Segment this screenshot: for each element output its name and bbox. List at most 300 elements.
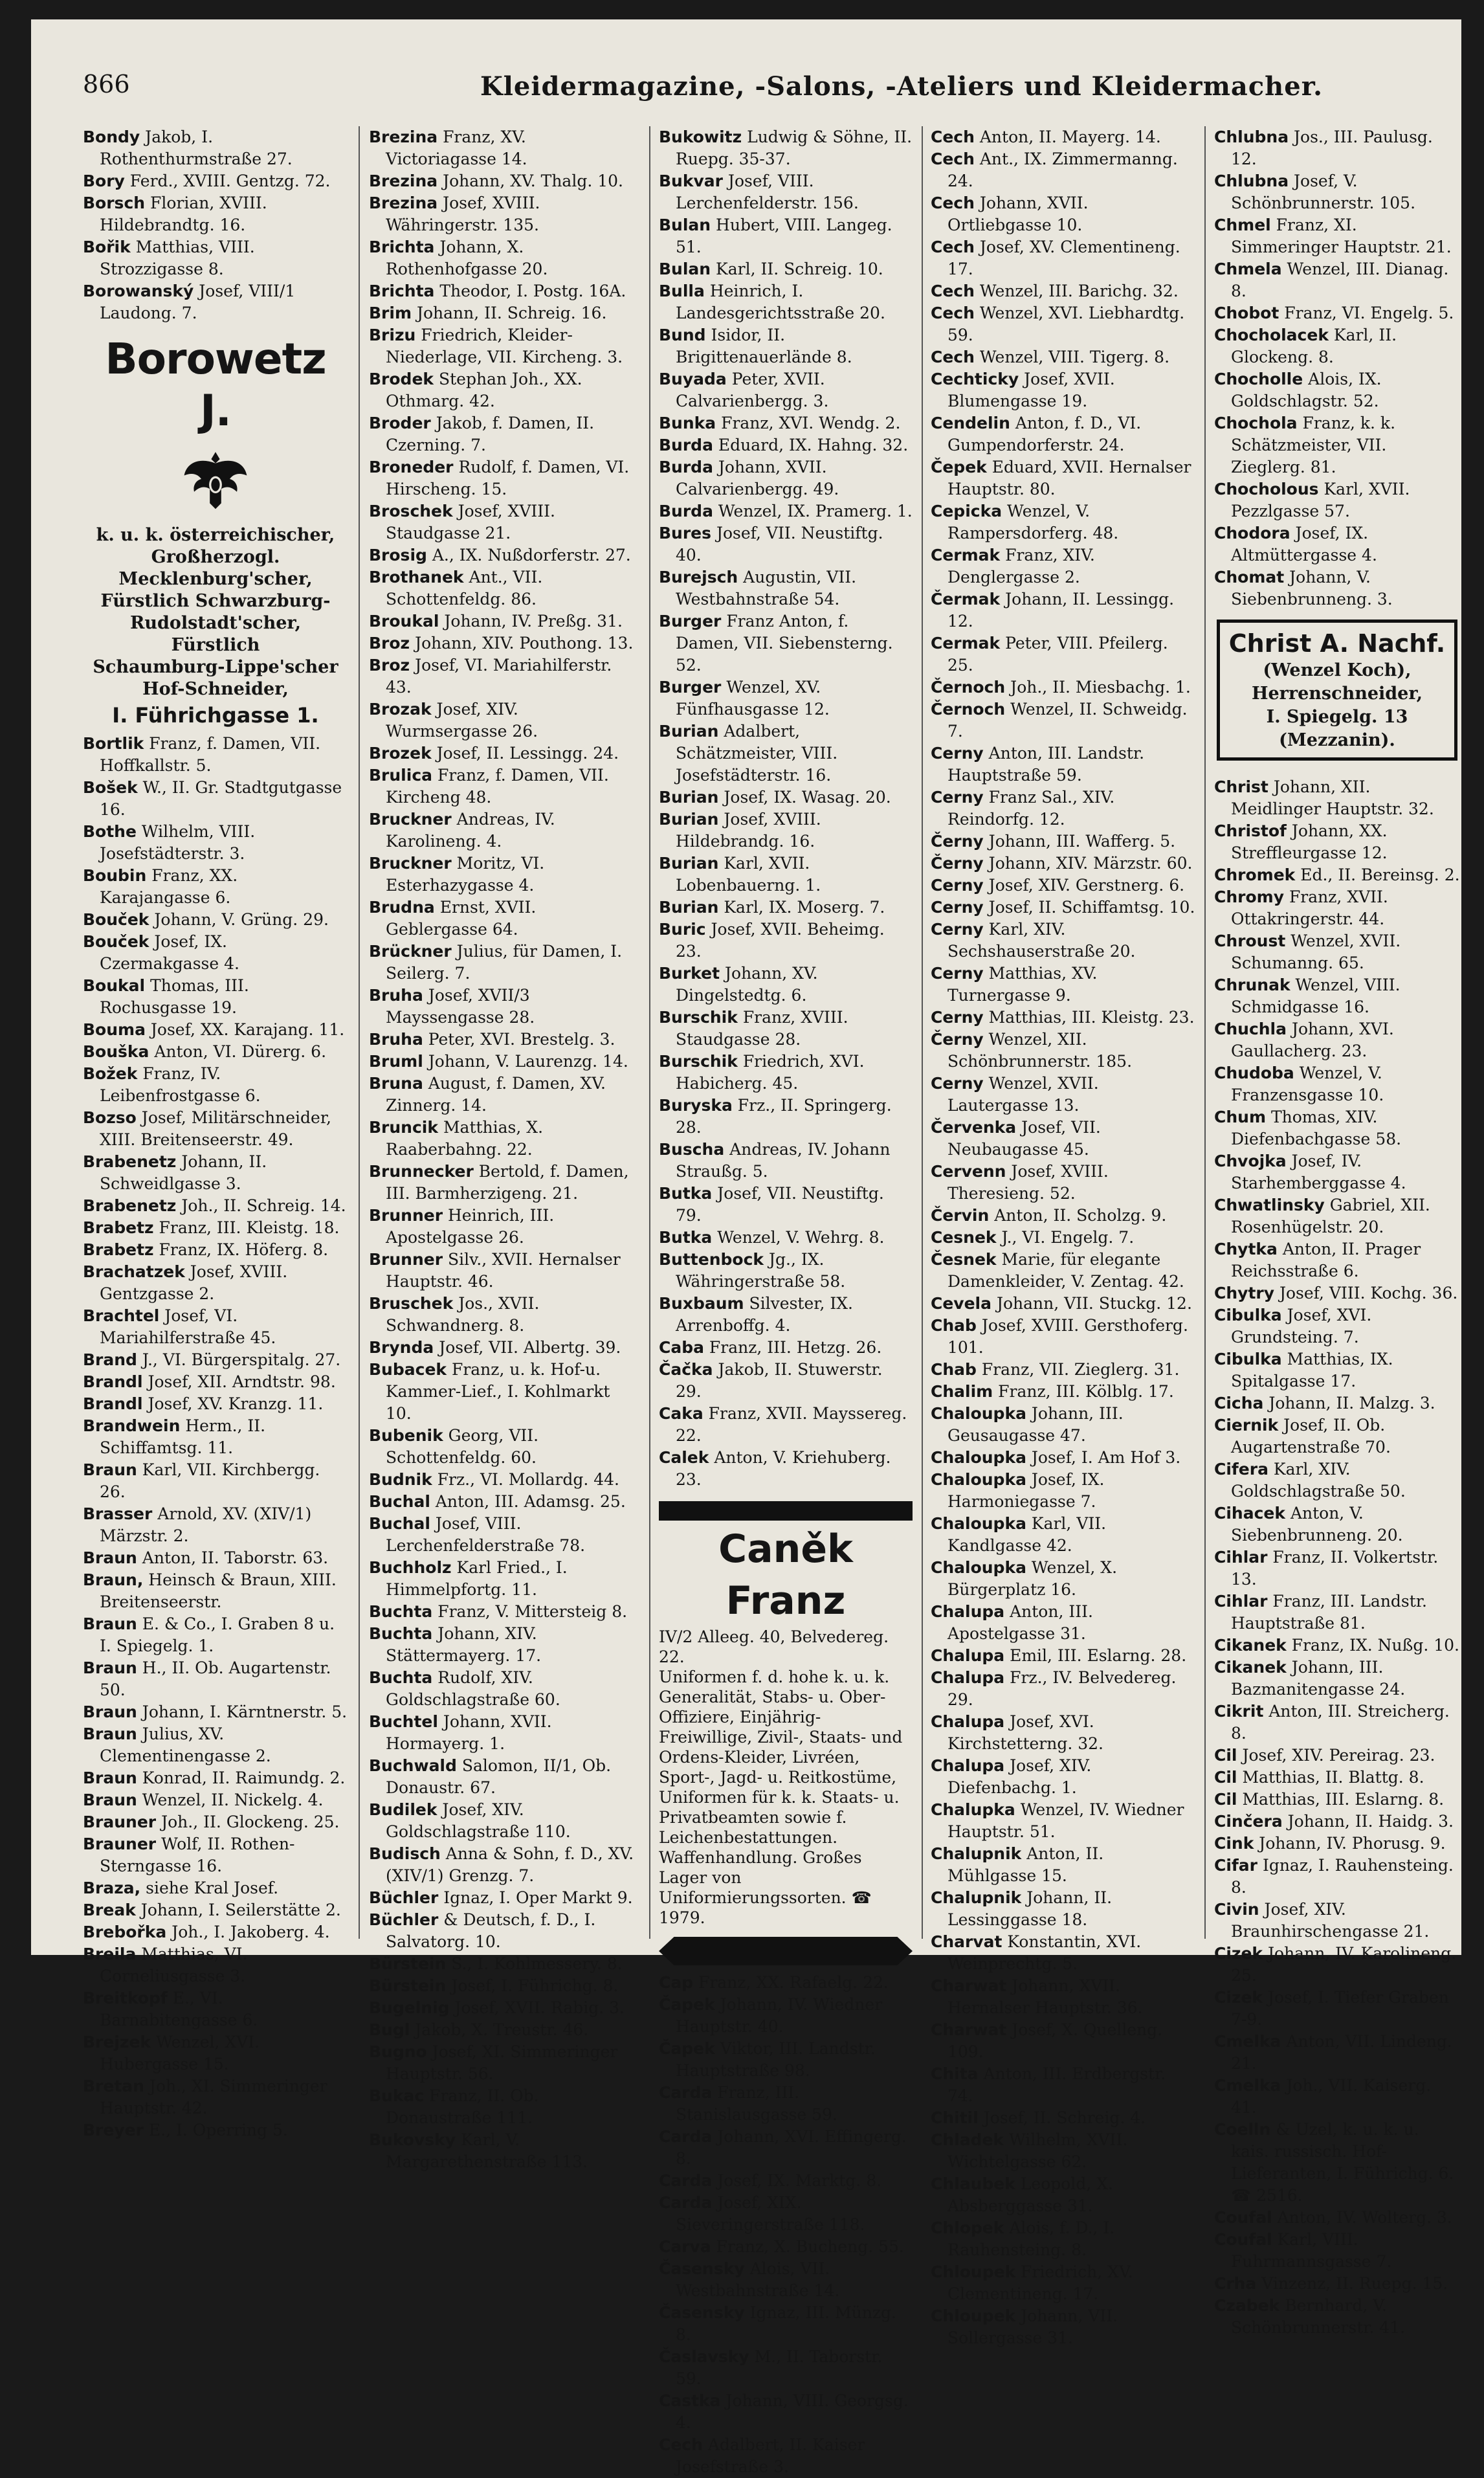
- entry-details: Bertold, f. Damen, III. Barmherzigeng. 21.: [386, 1162, 629, 1203]
- entry-surname: Cikanek: [1214, 1636, 1287, 1655]
- directory-entry: [931, 236, 1196, 280]
- directory-entry: [931, 1381, 1196, 1403]
- entry-surname: Cermak: [931, 634, 1001, 653]
- entry-surname: Červenka: [931, 1118, 1017, 1137]
- directory-entry: [931, 787, 1196, 831]
- entry-details: Ignaz, III. Münzg. 8.: [676, 2303, 896, 2344]
- entry-surname: Brozak: [369, 700, 432, 719]
- directory-entry: [1214, 1591, 1460, 1635]
- entry-surname: Cech: [931, 194, 975, 212]
- entry-surname: Bruncik: [369, 1118, 438, 1137]
- entry-surname: Bruckner: [369, 854, 452, 873]
- directory-entry: [83, 1547, 348, 1569]
- entry-details: Johann, II. Schreig. 16.: [412, 304, 607, 322]
- directory-entry: [369, 1623, 641, 1667]
- entry-surname: Cink: [1214, 1834, 1254, 1853]
- directory-entry: [931, 1711, 1196, 1755]
- entry-list: [83, 733, 348, 2141]
- entry-surname: Braun: [83, 1791, 137, 1809]
- entry-details: Johann, X. Rothenhofgasse 20.: [386, 238, 548, 278]
- entry-details: Johann, XV. Dingelstedtg. 6.: [676, 964, 818, 1005]
- entry-surname: Budnik: [369, 1470, 432, 1489]
- directory-entry: [369, 698, 641, 742]
- entry-surname: Černy: [931, 832, 984, 851]
- directory-entry: [659, 610, 913, 676]
- directory-entry: [1214, 1833, 1460, 1855]
- directory-entry: [369, 1909, 641, 1953]
- entry-details: Ant., VII. Schottenfeldg. 86.: [386, 568, 543, 608]
- ad-banner-bar: [659, 1501, 913, 1521]
- entry-surname: Brezina: [369, 172, 438, 190]
- entry-details: Franz, IX. Nußg. 10.: [1286, 1636, 1460, 1655]
- entry-details: Josef, V. Schönbrunnerstr. 105.: [1231, 172, 1416, 212]
- directory-entry: [369, 985, 641, 1029]
- directory-entry: [83, 733, 348, 777]
- entry-details: S., I. Kohlmessery. 8.: [446, 1954, 623, 1973]
- entry-surname: Černy: [931, 1030, 984, 1049]
- directory-entry: [1214, 2119, 1460, 2207]
- directory-entry: [83, 2119, 348, 2141]
- directory-entry: [1214, 2273, 1460, 2295]
- directory-entry: [1214, 1987, 1460, 2031]
- directory-entry: [369, 1557, 641, 1601]
- entry-details: Josef, XI. Simmeringer Hauptstr. 56.: [386, 2042, 618, 2083]
- directory-entry: [931, 368, 1196, 412]
- directory-entry: [931, 2217, 1196, 2261]
- directory-entry: [659, 1337, 913, 1359]
- entry-details: Wilhelm, VIII. Josefstädterstr. 3.: [100, 822, 256, 863]
- directory-entry: [659, 676, 913, 720]
- directory-entry: [931, 853, 1196, 875]
- entry-details: Josef, XVIII. Gentzgasse 2.: [100, 1262, 288, 1303]
- entry-surname: Cicha: [1214, 1394, 1264, 1412]
- entry-surname: Chochola: [1214, 414, 1298, 432]
- entry-details: Wenzel, II. Nickelg. 4.: [137, 1791, 324, 1809]
- entry-surname: Bouček: [83, 932, 150, 951]
- directory-entry: [659, 566, 913, 610]
- entry-surname: Brachatzek: [83, 1262, 185, 1281]
- directory-entry: [1214, 776, 1460, 820]
- entry-surname: Bukvar: [659, 172, 723, 190]
- entry-details: Johann, XIV. Stättermayerg. 17.: [386, 1624, 542, 1665]
- entry-surname: Brand: [83, 1350, 137, 1369]
- entry-details: Franz, IV. Leibenfrostgasse 6.: [100, 1064, 261, 1105]
- entry-surname: Chalupka: [931, 1800, 1015, 1819]
- directory-entry: [931, 831, 1196, 853]
- entry-surname: Česnek: [931, 1250, 997, 1269]
- entry-details: Jos., III. Paulusg. 12.: [1231, 128, 1433, 168]
- entry-details: Wenzel, II. Schweidg. 7.: [947, 700, 1188, 741]
- entry-surname: Czabek: [1214, 2296, 1280, 2315]
- directory-entry: [659, 2236, 913, 2258]
- entry-surname: Chwatlinsky: [1214, 1196, 1325, 1214]
- entry-details: Eduard, IX. Hahng. 32.: [713, 436, 909, 454]
- entry-details: Isidor, II. Brigittenauerlände 8.: [676, 326, 852, 366]
- ad-name: Christ A. Nachf.: [1228, 629, 1446, 658]
- directory-entry: [659, 2038, 913, 2082]
- entry-surname: Breyer: [83, 2121, 144, 2139]
- directory-entry: [1214, 1502, 1460, 1546]
- entry-details: Josef, VII. Neustiftg. 79.: [676, 1184, 884, 1225]
- entry-surname: Cech: [931, 238, 975, 256]
- directory-entry: [931, 1447, 1196, 1469]
- entry-details: Josef, XVIII. Staudgasse 21.: [386, 502, 555, 542]
- entry-details: Franz Sal., XIV. Reindorfg. 12.: [947, 788, 1115, 829]
- directory-entry: [931, 1513, 1196, 1557]
- directory-entry: [369, 1667, 641, 1711]
- entry-surname: Breila: [83, 1945, 137, 1963]
- directory-entry: [83, 1019, 348, 1041]
- directory-entry: [931, 1601, 1196, 1645]
- entry-details: Karl, XIV. Goldschlagstraße 50.: [1231, 1460, 1406, 1501]
- entry-details: Ernst, XVII. Geblergasse 64.: [386, 898, 537, 939]
- entry-surname: Brabenetz: [83, 1152, 177, 1171]
- directory-entry: [1214, 302, 1460, 324]
- directory-entry: [659, 1403, 913, 1447]
- entry-surname: Chodora: [1214, 524, 1290, 542]
- entry-surname: Castka: [659, 2391, 721, 2410]
- entry-surname: Cmelka: [1214, 2032, 1281, 2051]
- entry-details: Johann, I. Kärntnerstr. 5.: [137, 1702, 348, 1721]
- directory-entry: [931, 875, 1196, 897]
- entry-details: Josef, I. Führichg. 8.: [446, 1976, 619, 1995]
- directory-entry: [931, 544, 1196, 588]
- entry-surname: Brothanek: [369, 568, 464, 586]
- entry-surname: Bukovsky: [369, 2130, 456, 2149]
- entry-surname: Černoch: [931, 678, 1006, 697]
- directory-entry: [931, 1117, 1196, 1161]
- directory-entry: [369, 1029, 641, 1051]
- directory-entry: [83, 1811, 348, 1833]
- entry-surname: Cech: [931, 128, 975, 146]
- entry-details: Frz., VI. Mollardg. 44.: [432, 1470, 619, 1489]
- directory-entry: [659, 1293, 913, 1337]
- entry-surname: Cikrit: [1214, 1702, 1264, 1721]
- entry-surname: Caka: [659, 1404, 703, 1423]
- directory-entry: [1214, 2075, 1460, 2119]
- entry-details: Ignaz, I. Rauhensteing. 8.: [1231, 1856, 1454, 1897]
- directory-entry: [83, 1921, 348, 1943]
- entry-surname: Chobot: [1214, 304, 1279, 322]
- directory-entry: [931, 2305, 1196, 2349]
- entry-surname: Chromy: [1214, 887, 1284, 906]
- entry-surname: Carda: [659, 2171, 713, 2190]
- entry-details: Johann, III. Wafferg. 5.: [983, 832, 1176, 851]
- entry-details: Jakob, X. Treustr. 46.: [410, 2020, 589, 2039]
- entry-details: Franz, V. Mittersteig 8.: [432, 1602, 628, 1621]
- directory-entry: [659, 2126, 913, 2170]
- entry-surname: Bozso: [83, 1108, 137, 1127]
- directory-entry: [931, 1029, 1196, 1073]
- entry-details: Wenzel, V. Wehrg. 8.: [712, 1228, 885, 1247]
- entry-details: Josef, VIII/1 Laudong. 7.: [100, 282, 296, 322]
- entry-details: M., II. Taborstr. 59.: [676, 2347, 883, 2388]
- entry-details: Frz., IV. Belvedereg. 29.: [947, 1668, 1177, 1709]
- entry-details: Frz., II. Springerg. 28.: [676, 1096, 892, 1137]
- directory-entry: [83, 1569, 348, 1613]
- entry-surname: Chromek: [1214, 865, 1296, 884]
- directory-entry: [83, 1459, 348, 1503]
- directory-entry: [1214, 126, 1460, 170]
- entry-details: Josef, VIII. Lerchenfelderstr. 156.: [676, 172, 859, 212]
- entry-surname: Cerny: [931, 964, 984, 983]
- directory-entry: [931, 1227, 1196, 1249]
- entry-surname: Bunka: [659, 414, 716, 432]
- entry-details: Johann, VII. Stuckg. 12.: [991, 1294, 1192, 1313]
- entry-surname: Chitil: [931, 2108, 979, 2127]
- entry-list: [369, 126, 641, 2173]
- advertisement-christ: [1217, 620, 1457, 761]
- directory-entry: [369, 610, 641, 632]
- entry-surname: Cifera: [1214, 1460, 1268, 1479]
- entry-details: Johann, IV. Phorusg. 9.: [1254, 1834, 1446, 1853]
- entry-surname: Chalupa: [931, 1712, 1005, 1731]
- directory-entry: [369, 1843, 641, 1887]
- entry-surname: Bruha: [369, 1030, 423, 1049]
- entry-surname: Burian: [659, 788, 719, 807]
- entry-details: Johann, III. Geusaugasse 47.: [947, 1404, 1124, 1445]
- entry-details: Franz, XI. Simmeringer Hauptstr. 21.: [1231, 216, 1452, 256]
- entry-details: Wenzel, IV. Wiedner Hauptstr. 51.: [947, 1800, 1184, 1841]
- directory-entry: [659, 1051, 913, 1095]
- directory-entry: [931, 1799, 1196, 1843]
- directory-entry: [659, 522, 913, 566]
- entry-surname: Brejzek: [83, 2033, 151, 2051]
- entry-surname: Buchwald: [369, 1756, 457, 1775]
- entry-details: Anton, III. Apostelgasse 31.: [947, 1602, 1093, 1643]
- entry-surname: Chuchla: [1214, 1020, 1287, 1038]
- entry-surname: Buxbaum: [659, 1294, 744, 1313]
- entry-details: Franz Anton, f. Damen, VII. Siebensterng. 52.: [676, 612, 893, 675]
- entry-surname: Crha: [1214, 2274, 1257, 2293]
- entry-details: Wenzel, XV. Fünfhausgasse 12.: [676, 678, 830, 719]
- entry-surname: Charvat: [931, 1932, 1002, 1951]
- entry-surname: Cihlar: [1214, 1548, 1268, 1567]
- entry-details: Johann, XIV. Pouthong. 13.: [410, 634, 634, 653]
- entry-surname: Cech: [931, 282, 975, 300]
- directory-entry: [369, 1293, 641, 1337]
- entry-surname: Bugl: [369, 2020, 410, 2039]
- entry-details: Wenzel, III. Dianag. 8.: [1231, 260, 1449, 300]
- entry-details: August, f. Damen, XV. Zinnerg. 14.: [386, 1074, 606, 1115]
- directory-entry: [369, 566, 641, 610]
- entry-surname: Chloupek: [931, 2262, 1016, 2281]
- entry-surname: Chaloupka: [931, 1470, 1026, 1489]
- directory-entry: [369, 1249, 641, 1293]
- directory-entry: [1214, 930, 1460, 974]
- directory-entry: [1214, 1855, 1460, 1899]
- entry-list: [83, 126, 348, 324]
- directory-entry: [1214, 478, 1460, 522]
- entry-details: Ignaz, I. Oper Markt 9.: [438, 1888, 633, 1907]
- directory-entry: [931, 1887, 1196, 1931]
- directory-entry: [931, 1205, 1196, 1227]
- entry-details: Josef, II. Ob. Augartenstraße 70.: [1231, 1416, 1391, 1457]
- directory-entry: [659, 456, 913, 500]
- entry-details: Johann, V. Laurenzg. 14.: [423, 1052, 628, 1071]
- entry-surname: Butka: [659, 1184, 713, 1203]
- directory-entry: [369, 412, 641, 456]
- entry-surname: Chvojka: [1214, 1152, 1287, 1170]
- entry-details: Johann, XV. Thalg. 10.: [437, 172, 623, 190]
- entry-surname: Chocholous: [1214, 480, 1319, 498]
- entry-surname: Brandl: [83, 1372, 143, 1391]
- entry-details: Franz, II. Volkertstr. 13.: [1231, 1548, 1439, 1589]
- entry-details: Franz, f. Damen, VII. Kircheng 48.: [386, 766, 609, 807]
- entry-surname: Cibulka: [1214, 1350, 1282, 1368]
- directory-entry: [931, 698, 1196, 742]
- directory-entry: [369, 456, 641, 500]
- entry-surname: Cap: [659, 1973, 694, 1992]
- entry-surname: Cendelin: [931, 414, 1010, 432]
- ad-address: I. Führichgasse 1.: [112, 703, 319, 728]
- entry-details: Karl, XVII. Lobenbauerng. 1.: [676, 854, 821, 895]
- entry-surname: Chab: [931, 1316, 977, 1335]
- entry-details: Johann, XVII. Calvarienbergg. 49.: [676, 458, 839, 498]
- entry-details: Anton, III. Adamsg. 25.: [430, 1492, 626, 1511]
- entry-surname: Bruschek: [369, 1294, 454, 1313]
- entry-surname: Brichta: [369, 282, 435, 300]
- directory-entry: [1214, 1899, 1460, 1943]
- entry-details: Heinrich, I. Landesgerichtsstraße 20.: [676, 282, 885, 322]
- entry-details: Franz, III. Hetzg. 26.: [703, 1338, 882, 1357]
- directory-entry: [83, 1767, 348, 1789]
- entry-details: Leopold, X. Absberggasse 31.: [947, 2174, 1113, 2215]
- entry-list: [659, 1972, 913, 2478]
- directory-entry: [1214, 1943, 1460, 1987]
- entry-details: Franz, XVII. Mayssereg. 22.: [676, 1404, 907, 1445]
- directory-entry: [931, 346, 1196, 368]
- entry-details: E., I. Operring 5.: [143, 2121, 288, 2139]
- entry-details: Josef, VIII. Kochg. 36.: [1274, 1284, 1458, 1302]
- entry-surname: Bondy: [83, 128, 140, 146]
- directory-entry: [83, 1151, 348, 1195]
- entry-details: Florian, XVIII. Hildebrandtg. 16.: [100, 194, 267, 234]
- entry-surname: Bothe: [83, 822, 137, 841]
- directory-entry: [931, 1557, 1196, 1601]
- entry-surname: Chalupa: [931, 1646, 1005, 1665]
- entry-surname: Bugelnig: [369, 1998, 450, 2017]
- directory-entry: [1214, 1635, 1460, 1657]
- entry-details: Wilhelm, XVII. Wichtelgasse 62.: [947, 2130, 1128, 2171]
- entry-details: Andreas, IV. Karolineng. 4.: [386, 810, 555, 851]
- entry-details: Josef, VI. Mariahilferstr. 43.: [386, 656, 612, 697]
- entry-details: Franz, f. Damen, VII. Hoffkallstr. 5.: [100, 734, 321, 775]
- entry-details: Franz, III. Landstr. Hauptstraße 81.: [1231, 1592, 1427, 1633]
- directory-entry: [1214, 412, 1460, 478]
- directory-entry: [369, 2085, 641, 2129]
- ad-banner-bar: [659, 1937, 913, 1965]
- directory-entry: [369, 1425, 641, 1469]
- entry-surname: Cibulka: [1214, 1306, 1282, 1324]
- directory-entry: [1214, 1304, 1460, 1348]
- directory-entry: [659, 897, 913, 919]
- directory-entry: [659, 2082, 913, 2126]
- entry-surname: Bortlik: [83, 734, 144, 753]
- entry-surname: Chladek: [931, 2130, 1004, 2149]
- directory-entry: [369, 1601, 641, 1623]
- directory-entry: [83, 280, 348, 324]
- entry-surname: Brichta: [369, 238, 435, 256]
- entry-details: Friedrich, XV. Clementineng. 17.: [947, 2262, 1133, 2303]
- directory-entry: [659, 324, 913, 368]
- entry-surname: Bubenik: [369, 1426, 443, 1445]
- ad-text: k. u. k. österreichischer, Großherzogl. Mecklenburg'scher, Fürstlich Schwarzburg-Rudolstadt'scher, Fürstlich Schaumburg-Lippe'scher Hof-Schneider,: [93, 525, 338, 699]
- entry-surname: Chudoba: [1214, 1064, 1294, 1082]
- entry-surname: Cil: [1214, 1746, 1237, 1765]
- entry-details: Wenzel, XVI. Hubergasse 15.: [100, 2033, 260, 2073]
- entry-details: Karl, II. Glockeng. 8.: [1231, 326, 1397, 366]
- directory-entry: [659, 2390, 913, 2434]
- directory-entry: [931, 1975, 1196, 2019]
- entry-details: Karl, XIV. Sechshauserstraße 20.: [947, 920, 1136, 961]
- entry-details: Georg, VII. Schottenfeldg. 60.: [386, 1426, 539, 1467]
- entry-surname: Chytka: [1214, 1240, 1278, 1258]
- directory-entry: [83, 1833, 348, 1877]
- directory-entry: [83, 1987, 348, 2031]
- directory-entry: [659, 809, 913, 853]
- entry-list: [931, 126, 1196, 2349]
- entry-surname: Chytry: [1214, 1284, 1275, 1302]
- directory-entry: [931, 1403, 1196, 1447]
- entry-details: Johann, XVI. Effingerg. 8.: [676, 2127, 907, 2168]
- directory-entry: [1214, 1701, 1460, 1745]
- entry-details: Franz, XVI. Wendg. 2.: [716, 414, 901, 432]
- entry-surname: Charwat: [931, 2020, 1007, 2039]
- entry-surname: Bouma: [83, 1020, 146, 1039]
- entry-surname: Buchta: [369, 1624, 433, 1643]
- entry-surname: Cmelka: [1214, 2076, 1281, 2095]
- directory-entry: [369, 2129, 641, 2173]
- entry-details: Wenzel, V. Franzensgasse 10.: [1231, 1064, 1384, 1104]
- entry-surname: Boubin: [83, 866, 147, 885]
- entry-surname: Chaloupka: [931, 1558, 1026, 1577]
- directory-entry: [83, 192, 348, 236]
- entry-surname: Bukac: [369, 2086, 425, 2105]
- entry-surname: Braun: [83, 1658, 137, 1677]
- entry-surname: Bukowitz: [659, 128, 742, 146]
- entry-surname: Chocholacek: [1214, 326, 1329, 344]
- entry-surname: Cesnek: [931, 1228, 997, 1247]
- entry-details: Ferd., XVIII. Gentzg. 72.: [124, 172, 331, 190]
- entry-surname: Brabetz: [83, 1240, 154, 1259]
- directory-entry: [931, 2173, 1196, 2217]
- entry-surname: Bretan: [83, 2077, 144, 2095]
- entry-surname: Buchta: [369, 1602, 433, 1621]
- entry-surname: Chalupa: [931, 1756, 1005, 1775]
- directory-entry: [659, 853, 913, 897]
- entry-surname: Braza,: [83, 1879, 141, 1897]
- directory-entry: [1214, 1811, 1460, 1833]
- directory-entry: [931, 192, 1196, 236]
- entry-details: Wenzel, VIII. Tigerg. 8.: [974, 348, 1170, 366]
- entry-details: Josef, XV. Clementineng. 17.: [947, 238, 1180, 278]
- entry-surname: Carda: [659, 2127, 713, 2146]
- entry-details: Anton, II. Prager Reichsstraße 6.: [1231, 1240, 1421, 1280]
- directory-entry: [1214, 214, 1460, 258]
- entry-details: Josef, XVIII. Hildebrandg. 16.: [676, 810, 821, 851]
- directory-entry: [1214, 1282, 1460, 1304]
- entry-details: Adalbert, II. Kaiser Josefstraße 3.: [676, 2435, 865, 2476]
- entry-surname: Cech: [931, 304, 975, 322]
- directory-entry: [1214, 1194, 1460, 1238]
- directory-entry: [1214, 1767, 1460, 1789]
- entry-surname: Brauner: [83, 1835, 157, 1853]
- entry-list: [1214, 126, 1460, 610]
- directory-entry: [83, 170, 348, 192]
- entry-details: Wolf, II. Rothen-Sterngasse 16.: [100, 1835, 295, 1875]
- entry-surname: Bubacek: [369, 1360, 447, 1379]
